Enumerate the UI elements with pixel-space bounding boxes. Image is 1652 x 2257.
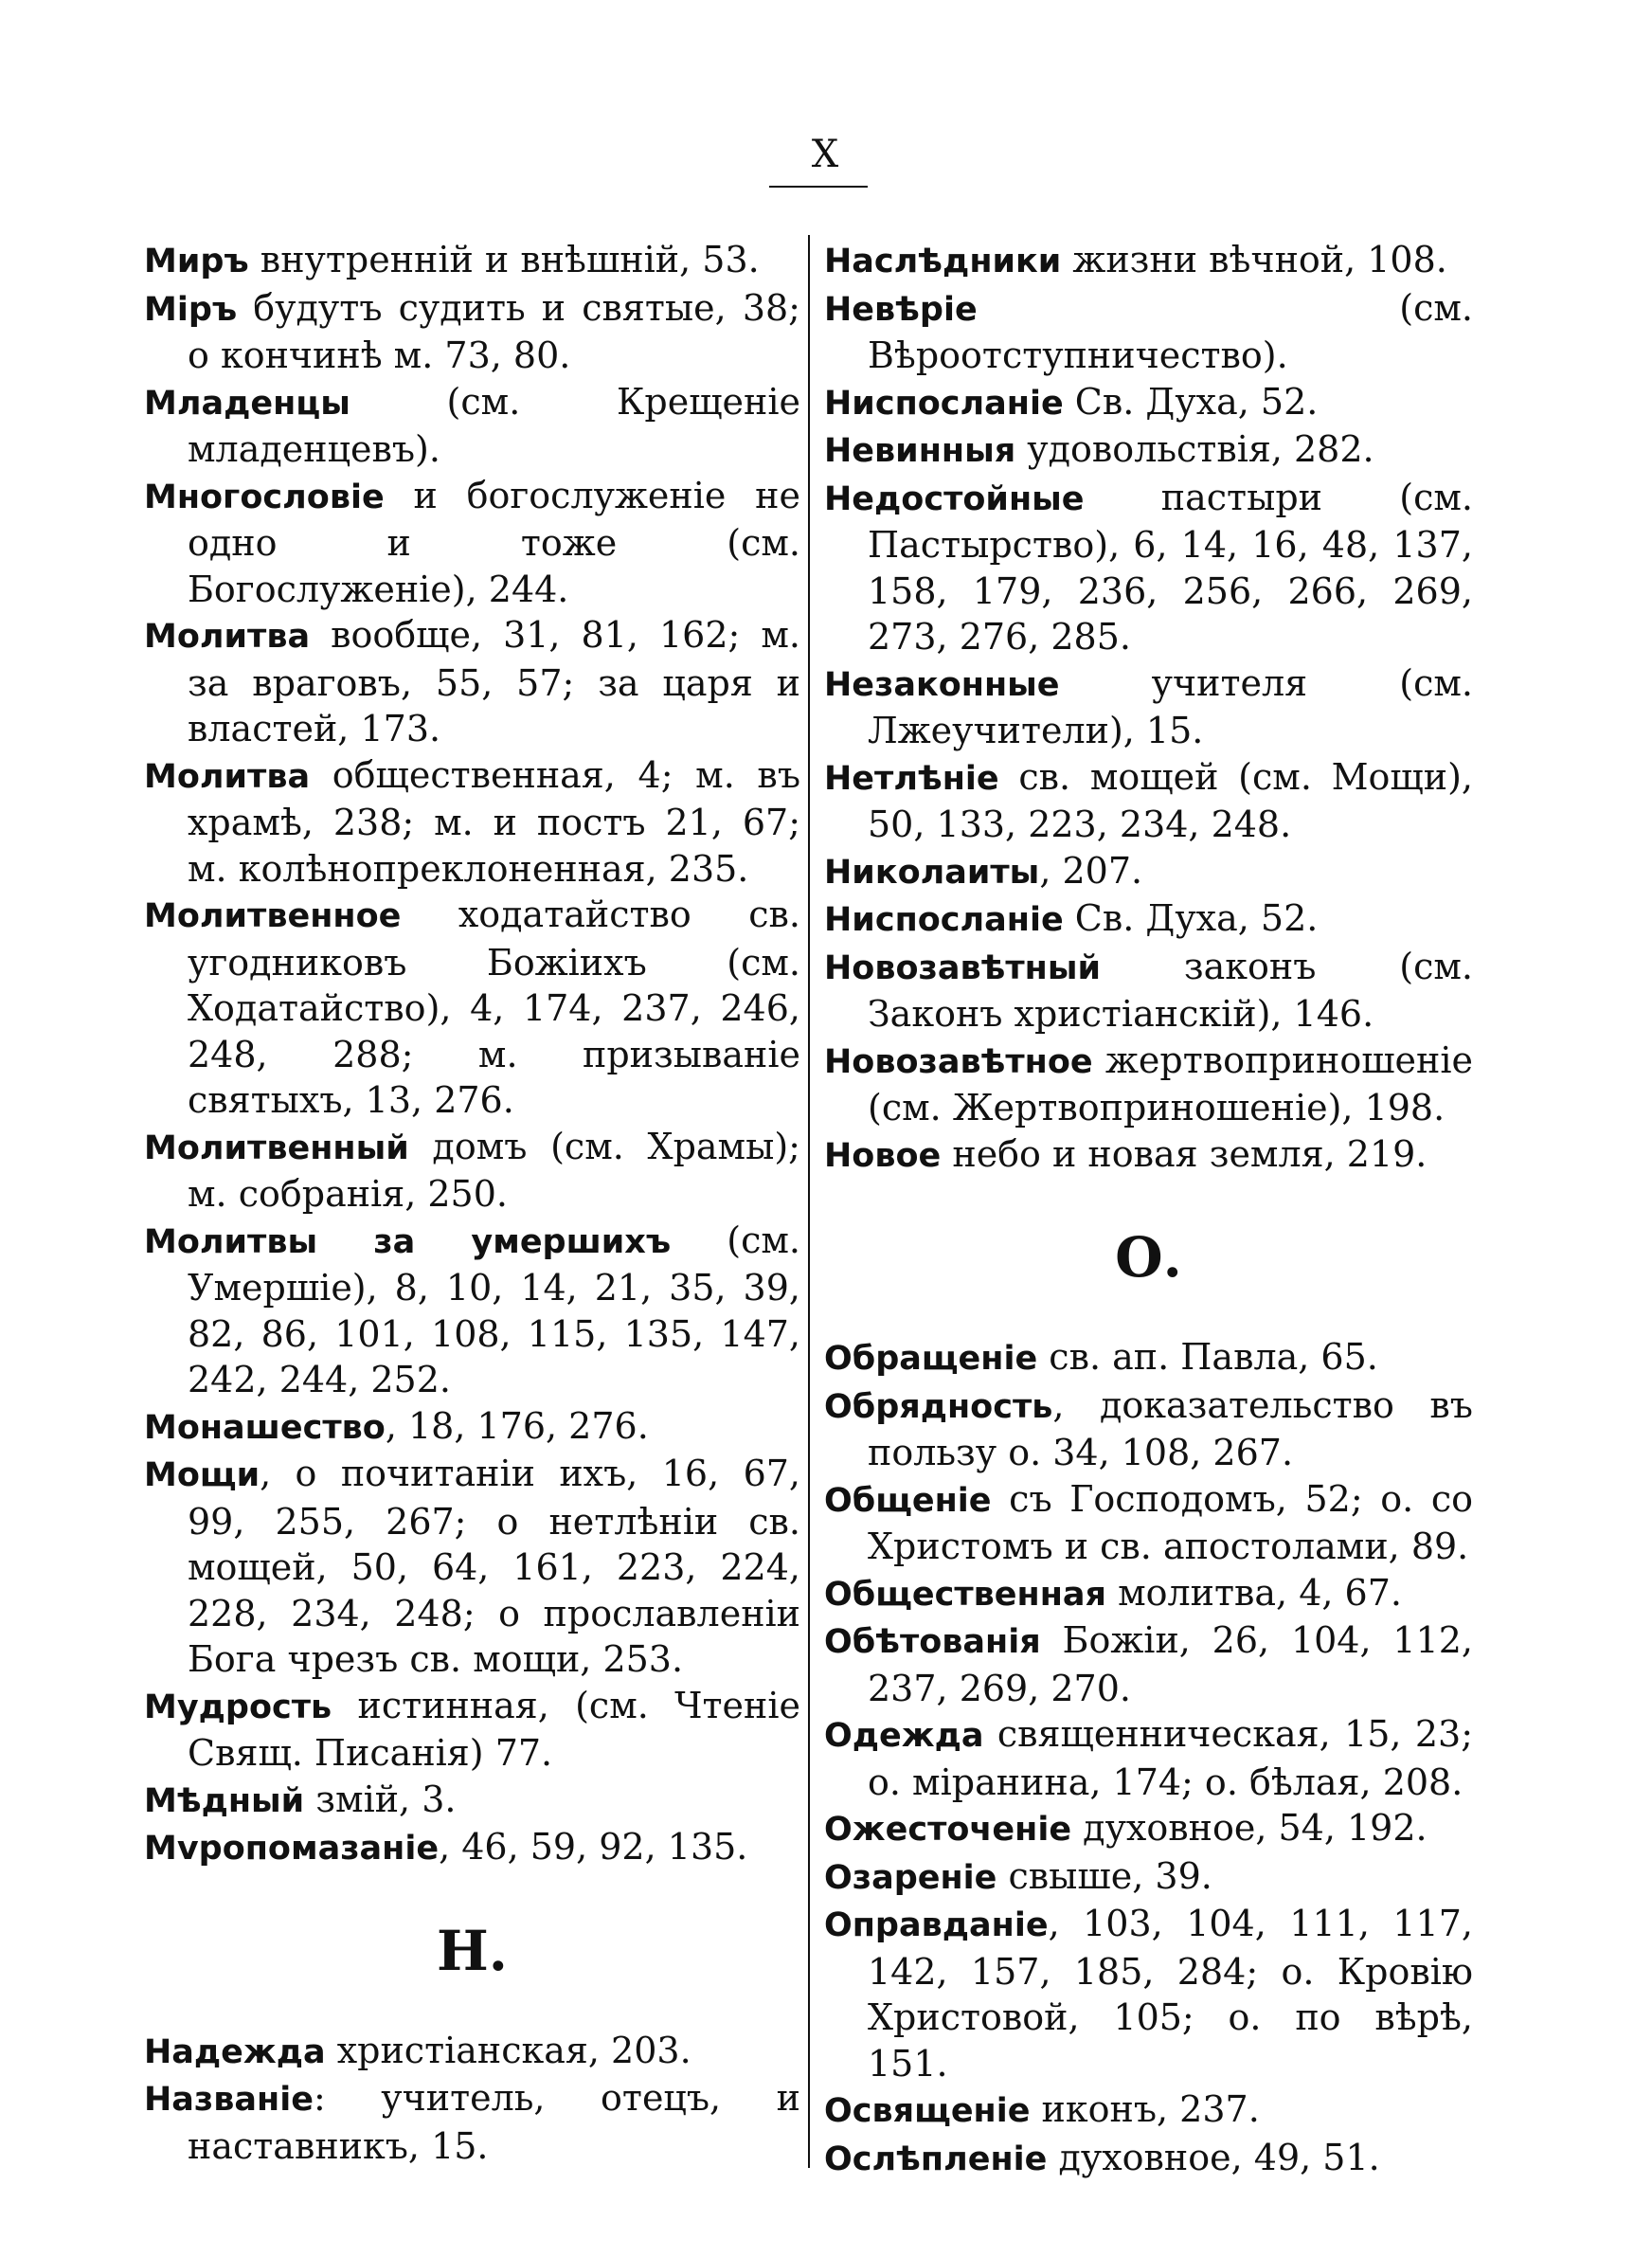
index-entry bbox=[144, 285, 800, 379]
index-entry-references: жизни вѣчной, 108. bbox=[1061, 239, 1447, 280]
index-entry bbox=[824, 285, 1473, 379]
index-entry bbox=[144, 1683, 800, 1777]
index-entry bbox=[144, 612, 800, 752]
index-entry-references: ходатайство св. угодниковъ Божіихъ (см. Ходатайство), 4, 174, 237, 246, 248, 288; м. призываніе святыхъ, 13, 276. bbox=[188, 894, 800, 1121]
index-entry-heading: Ниспосланіе bbox=[824, 901, 1064, 939]
index-entry-references: , 207. bbox=[1039, 849, 1143, 892]
index-entry-references: законъ (см. Законъ христіанскій), 146. bbox=[868, 945, 1473, 1035]
index-entry bbox=[824, 1901, 1473, 2086]
index-entry-references: иконъ, 237. bbox=[1030, 2088, 1260, 2130]
index-entry bbox=[144, 892, 800, 1124]
section-letter-o: О. bbox=[1115, 1225, 1182, 1290]
index-entry bbox=[144, 2028, 800, 2076]
index-entry-heading: Озареніе bbox=[824, 1858, 997, 1897]
index-entry-references: Божіи, 26, 104, 112, 237, 269, 270. bbox=[868, 1619, 1473, 1709]
index-entry bbox=[824, 1038, 1473, 1131]
index-entry-references: домъ (см. Храмы); м. собранія, 250. bbox=[188, 1125, 800, 1215]
right-column bbox=[824, 237, 1473, 2182]
index-entry-references: съ Господомъ, 52; о. со Христомъ и св. апостолами, 89. bbox=[868, 1477, 1473, 1567]
index-entry-references: (см. Крещеніе младенцевъ). bbox=[188, 380, 800, 470]
index-entry-heading: Одежда bbox=[824, 1717, 984, 1755]
index-entry bbox=[144, 1824, 800, 1872]
index-entry-heading: Молитвы за умершихъ bbox=[144, 1222, 672, 1261]
index-entry-references: внутренній и внѣшній, 53. bbox=[248, 239, 760, 280]
index-entry bbox=[824, 237, 1473, 285]
index-entry-references: (см. Умершіе), 8, 10, 14, 21, 35, 39, 82, 86, 101, 108, 115, 135, 147, 242, 244, 252. bbox=[188, 1219, 800, 1400]
index-entry-references: христіанская, 203. bbox=[325, 2029, 691, 2071]
index-entry-heading: Новозавѣтное bbox=[824, 1042, 1093, 1081]
index-entry-references: небо и новая земля, 219. bbox=[941, 1132, 1428, 1175]
index-entry-heading: Общеніе bbox=[824, 1481, 992, 1520]
index-entry-heading: Невинныя bbox=[824, 432, 1016, 470]
index-entry bbox=[144, 2075, 800, 2169]
index-entry bbox=[824, 1617, 1473, 1711]
index-entry-references: , о почитаніи ихъ, 16, 67, 99, 255, 267; о нетлѣніи св. мощей, 50, 64, 161, 223, 224, 228, 234, 248; о прославленіи Бога чрезъ св. мощи, 253. bbox=[188, 1453, 800, 1680]
index-entry-heading: Обѣтованія bbox=[824, 1623, 1041, 1661]
index-entry-references: Св. Духа, 52. bbox=[1063, 897, 1319, 939]
index-entry bbox=[824, 944, 1473, 1038]
index-entry-heading: Нетлѣніе bbox=[824, 759, 999, 798]
index-entry-heading: Надежда bbox=[144, 2032, 326, 2071]
column-divider bbox=[808, 235, 810, 2168]
index-entry-heading: Міръ bbox=[144, 290, 238, 329]
index-entry-heading: Оправданіе bbox=[824, 1906, 1049, 1944]
index-entry-references: св. мощей (см. Мощи), 50, 133, 223, 234, 248. bbox=[868, 755, 1473, 845]
index-entry-references: и богослуженіе не одно и тоже (см. Богослуженіе), 244. bbox=[188, 474, 800, 610]
index-entry-references: истинная, (см. Чтеніе Свящ. Писанія) 77. bbox=[188, 1684, 800, 1774]
index-entry bbox=[144, 473, 800, 613]
index-entry-references: , 18, 176, 276. bbox=[385, 1404, 649, 1447]
index-entry-heading: Мѣдный bbox=[144, 1781, 305, 1820]
index-entry-heading: Общественная bbox=[824, 1575, 1106, 1614]
index-entry bbox=[824, 2086, 1473, 2135]
index-entry-references: (см. Вѣроотступничество). bbox=[868, 286, 1473, 376]
index-entry-heading: Молитвенное bbox=[144, 897, 402, 935]
index-entry-heading: Младенцы bbox=[144, 384, 350, 423]
index-entry bbox=[144, 1218, 800, 1403]
index-entry-references: свыше, 39. bbox=[997, 1854, 1212, 1897]
header-rule bbox=[769, 186, 868, 188]
index-entry-heading: Названіе bbox=[144, 2081, 314, 2119]
index-entry-heading: Новозавѣтный bbox=[824, 948, 1102, 987]
index-entry-references: учителя (см. Лжеучители), 15. bbox=[868, 661, 1473, 751]
index-entry-heading: Монашество bbox=[144, 1408, 386, 1447]
index-entry bbox=[824, 754, 1473, 848]
index-entry bbox=[824, 1805, 1473, 1853]
index-entry-heading: Мудрость bbox=[144, 1688, 332, 1726]
left-entries-b bbox=[144, 2028, 800, 2170]
index-entry-heading: Ослѣпленіе bbox=[824, 2140, 1048, 2178]
index-entry-references: змій, 3. bbox=[304, 1778, 457, 1820]
index-entry-heading: Николаиты bbox=[824, 853, 1040, 892]
index-entry-references: священническая, 15, 23; о. міранина, 174; о. бѣлая, 208. bbox=[868, 1713, 1473, 1803]
index-entry-references: духовное, 49, 51. bbox=[1047, 2136, 1380, 2178]
index-entry-heading: Недостойные bbox=[824, 479, 1085, 518]
index-entry-heading: Молитва bbox=[144, 757, 311, 796]
index-entry bbox=[824, 895, 1473, 944]
index-entry-references: общественная, 4; м. въ храмѣ, 238; м. и постъ 21, 67; м. колѣнопреклоненная, 235. bbox=[188, 753, 800, 890]
index-entry-heading: Молитва bbox=[144, 618, 311, 656]
index-entry bbox=[144, 379, 800, 473]
index-entry bbox=[824, 1853, 1473, 1902]
index-entry bbox=[824, 1570, 1473, 1618]
index-entry-heading: Обрядность bbox=[824, 1387, 1053, 1426]
index-entry bbox=[824, 1476, 1473, 1570]
index-entry-references: , 46, 59, 92, 135. bbox=[439, 1826, 748, 1868]
right-entries-a bbox=[824, 237, 1473, 1179]
index-entry bbox=[824, 379, 1473, 427]
index-entry bbox=[144, 1777, 800, 1825]
index-entry-heading: Мощи bbox=[144, 1456, 260, 1494]
index-entry bbox=[144, 1403, 800, 1452]
index-entry-references: удовольствія, 282. bbox=[1015, 428, 1374, 470]
index-entry bbox=[824, 1711, 1473, 1805]
right-entries-b bbox=[824, 1334, 1473, 2182]
index-entry bbox=[144, 1451, 800, 1683]
index-entry bbox=[144, 237, 800, 285]
index-entry-heading: Миръ bbox=[144, 243, 249, 280]
index-entry-references: св. ап. Павла, 65. bbox=[1037, 1336, 1378, 1378]
index-entry-references: , доказательство въ пользу о. 34, 108, 267. bbox=[868, 1383, 1473, 1473]
index-entry bbox=[824, 848, 1473, 896]
index-entry-heading: Мvропомазаніе bbox=[144, 1830, 440, 1868]
section-letter-n: Н. bbox=[437, 1918, 508, 1983]
index-entry bbox=[824, 1131, 1473, 1180]
index-entry bbox=[824, 475, 1473, 660]
index-entry-heading: Ниспосланіе bbox=[824, 384, 1064, 423]
index-entry-references: пастыри (см. Пастырство), 6, 14, 16, 48, 137, 158, 179, 236, 256, 266, 269, 273, 276, 285. bbox=[868, 476, 1473, 658]
left-column bbox=[144, 237, 800, 2169]
index-entry-heading: Наслѣдники bbox=[824, 243, 1062, 280]
index-entry-references: Св. Духа, 52. bbox=[1063, 380, 1319, 423]
index-entry-heading: Невѣріе bbox=[824, 290, 978, 329]
index-entry-heading: Многословіе bbox=[144, 478, 385, 516]
index-entry bbox=[144, 1124, 800, 1218]
index-entry-heading: Освященіе bbox=[824, 2092, 1031, 2130]
index-entry bbox=[824, 660, 1473, 754]
index-entry-heading: Молитвенный bbox=[144, 1128, 409, 1167]
index-entry bbox=[824, 426, 1473, 475]
index-entry-references: , 103, 104, 111, 117, 142, 157, 185, 284; о. Кровію Христовой, 105; о. по вѣрѣ, 151. bbox=[868, 1903, 1473, 2085]
index-entry-heading: Незаконные bbox=[824, 665, 1060, 704]
left-entries-a bbox=[144, 237, 800, 1872]
index-entry bbox=[824, 1382, 1473, 1476]
index-entry-references: вообще, 31, 81, 162; м. за враговъ, 55, 57; за царя и властей, 173. bbox=[188, 614, 800, 749]
index-entry-references: молитва, 4, 67. bbox=[1106, 1571, 1402, 1614]
index-entry bbox=[144, 752, 800, 893]
index-entry bbox=[824, 1334, 1473, 1382]
index-entry-heading: Ожесточеніе bbox=[824, 1811, 1072, 1849]
index-entry-references: жертвоприношеніе (см. Жертвоприношеніе), 198. bbox=[868, 1038, 1473, 1128]
page-number: X bbox=[811, 133, 841, 176]
index-entry-heading: Обращеніе bbox=[824, 1340, 1038, 1378]
index-entry-heading: Новое bbox=[824, 1136, 942, 1175]
index-entry-references: будутъ судить и святые, 38; о кончинѣ м. 73, 80. bbox=[188, 286, 800, 376]
index-entry bbox=[824, 2135, 1473, 2183]
index-entry-references: : учитель, отецъ, и наставникъ, 15. bbox=[188, 2077, 800, 2167]
index-entry-references: духовное, 54, 192. bbox=[1071, 1807, 1428, 1849]
